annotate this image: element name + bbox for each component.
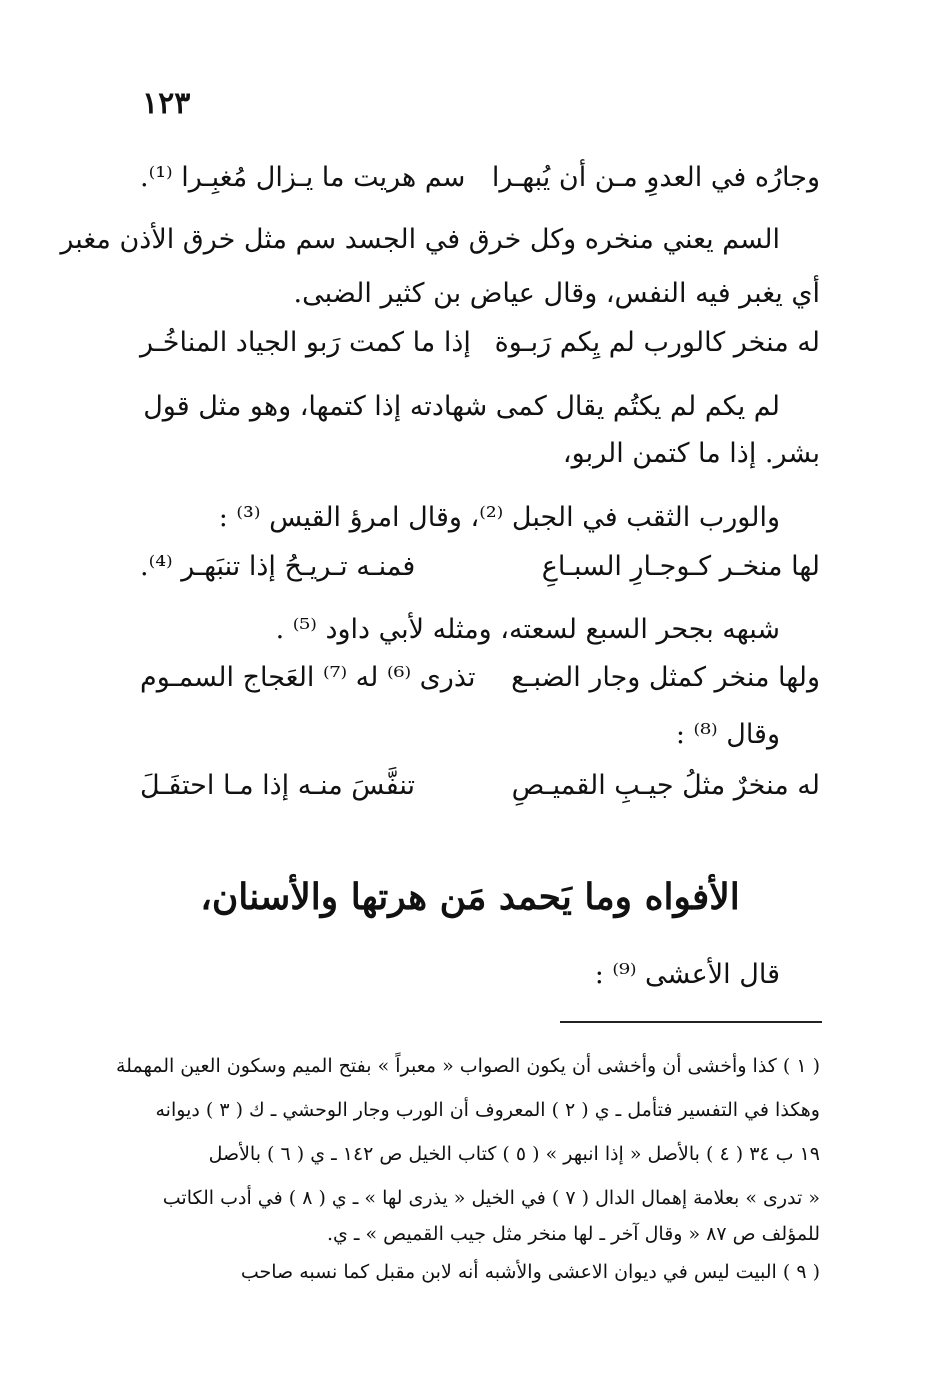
footnote-line-2: وهكذا في التفسير فتأمل ـ ي ( ٢ ) المعروف أن الورب وجار الوحشي ـ ك ( ٣ ) ديوانه [155, 1099, 820, 1121]
verse-5-second-hemistich: تنفَّسَ منـه إذا مـا احتفَـلَ [140, 770, 416, 801]
verse-2 [140, 322, 820, 364]
para-1-line-2: أي يغبر فيه النفس، وقال عياض بن كثير الضبى. [293, 278, 820, 309]
para-4: شبهه بجحر السبع لسعته، ومثله لأبي داود ⁽⁵⁾ . [275, 614, 780, 645]
para-6: قال الأعشى ⁽⁹⁾ : [594, 959, 780, 990]
verse-1-first-hemistich: وجارُه في العدوِ مـن أن يُبهـرا [491, 162, 820, 193]
verse-4 [140, 657, 820, 699]
para-2-line-2: بشر. إذا ما كتمن الربو، [562, 438, 820, 469]
page-number: ١٢٣ [142, 86, 191, 121]
footnote-line-3: ١٩ ب ٣٤ ( ٤ ) بالأصل « إذا انبهر » ( ٥ ) كتاب الخيل ص ١٤٢ ـ ي ( ٦ ) بالأصل [208, 1143, 820, 1165]
para-5: وقال ⁽⁸⁾ : [675, 719, 780, 750]
footnote-line-6: ( ٩ ) البيت ليس في ديوان الاعشى والأشبه أنه لابن مقبل كما نسبه صاحب [240, 1261, 820, 1283]
para-2-line-1: لم يكم لم يكتُم يقال كمى شهادته إذا كتمها، وهو مثل قول [143, 391, 780, 422]
verse-2-first-hemistich: له منخر كالورب لم يِكم رَبـوة [494, 327, 820, 358]
para-3: والورب الثقب في الجبل ⁽²⁾، وقال امرؤ القيس ⁽³⁾ : [218, 502, 780, 533]
footnote-line-5: للمؤلف ص ٨٧ « وقال آخر ـ لها منخر مثل جيب القميص » ـ ي. [326, 1223, 820, 1245]
verse-3 [140, 546, 820, 588]
verse-2-second-hemistich: إذا ما كمت رَبو الجياد المناخُـر [140, 327, 471, 358]
verse-1 [140, 157, 820, 199]
verse-4-second-hemistich: تذرى ⁽⁶⁾ له ⁽⁷⁾ العَجاج السمـوم [140, 662, 476, 693]
verse-4-first-hemistich: ولها منخر كمثل وجار الضبـع [511, 662, 820, 693]
footnote-separator [560, 1021, 822, 1023]
section-heading: الأفواه وما يَحمد مَن هرتها والأسنان، [200, 876, 740, 918]
para-1-line-1: السم يعني منخره وكل خرق في الجسد سم مثل خرق الأذن مغبر [60, 224, 780, 255]
verse-5 [140, 765, 820, 807]
verse-1-second-hemistich: سم هريت ما يـزال مُغبِـرا ⁽¹⁾. [140, 162, 466, 193]
verse-5-first-hemistich: له منخرٌ مثلُ جيـبِ القميـصِ [511, 770, 820, 801]
verse-3-first-hemistich: لها منخـر كـوجـارِ السبـاعِ [541, 551, 820, 582]
footnote-line-1: ( ١ ) كذا وأخشى أن وأخشى أن يكون الصواب « معبراً » بفتح الميم وسكون العين المهملة [116, 1055, 820, 1077]
footnote-line-4: « تدرى » بعلامة إهمال الدال ( ٧ ) في الخيل « يذرى لها » ـ ي ( ٨ ) في أدب الكاتب [162, 1187, 820, 1209]
verse-3-second-hemistich: فمنـه تـريـحُ إذا تنبَهـر ⁽⁴⁾. [140, 551, 416, 582]
